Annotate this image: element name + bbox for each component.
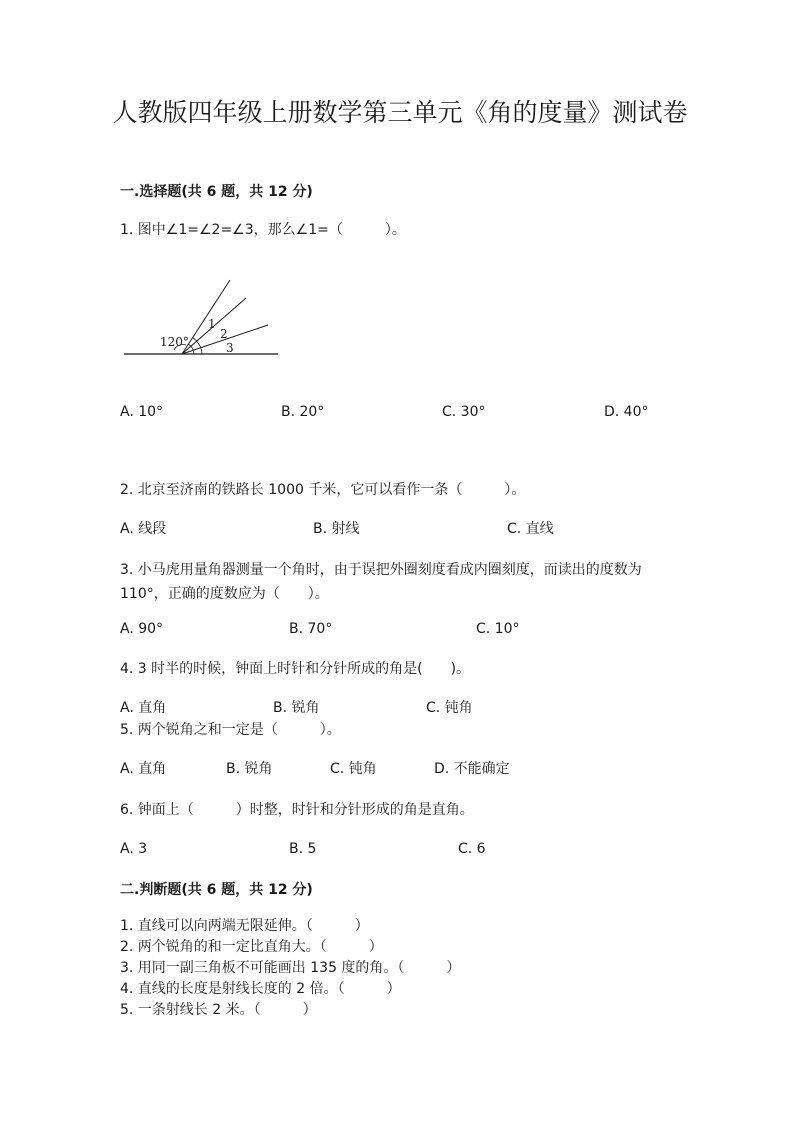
angle-label-3: 3 bbox=[226, 341, 234, 355]
judgement-item-1: 1. 直线可以向两端无限延伸。（ ） bbox=[120, 918, 369, 934]
q3-option-b: B. 70° bbox=[289, 621, 333, 637]
q1-option-d: D. 40° bbox=[604, 404, 649, 420]
question-4: 4. 3 时半的时候，钟面上时针和分针所成的角是( )。 bbox=[120, 661, 471, 677]
question-1: 1. 图中∠1=∠2=∠3，那么∠1=（ ）。 bbox=[120, 222, 406, 238]
judgement-item-5: 5. 一条射线长 2 米。（ ） bbox=[120, 1002, 317, 1018]
q1-option-a: A. 10° bbox=[120, 404, 164, 420]
q3-option-c: C. 10° bbox=[476, 621, 520, 637]
q5-option-d: D. 不能确定 bbox=[434, 761, 510, 777]
judgement-item-4: 4. 直线的长度是射线长度的 2 倍。（ ） bbox=[120, 981, 401, 997]
q5-option-b: B. 锐角 bbox=[226, 761, 273, 777]
page-title: 人教版四年级上册数学第三单元《角的度量》测试卷 bbox=[112, 98, 688, 127]
question-5: 5. 两个锐角之和一定是（ ）。 bbox=[120, 722, 341, 738]
q6-option-c: C. 6 bbox=[458, 841, 486, 857]
q6-option-a: A. 3 bbox=[120, 841, 148, 857]
judgement-item-3: 3. 用同一副三角板不可能画出 135 度的角。（ ） bbox=[120, 960, 461, 976]
angle-figure bbox=[120, 278, 290, 368]
q4-option-b: B. 锐角 bbox=[273, 700, 320, 716]
question-2: 2. 北京至济南的铁路长 1000 千米，它可以看作一条（ ）。 bbox=[120, 482, 526, 498]
q5-option-a: A. 直角 bbox=[120, 761, 167, 777]
angle-label-2: 2 bbox=[220, 327, 228, 341]
q3-option-a: A. 90° bbox=[120, 621, 164, 637]
ray-1 bbox=[182, 280, 230, 354]
question-6: 6. 钟面上（ ）时整，时针和分针形成的角是直角。 bbox=[120, 802, 474, 818]
q1-option-b: B. 20° bbox=[281, 404, 325, 420]
q6-option-b: B. 5 bbox=[289, 841, 317, 857]
question-3: 3. 小马虎用量角器测量一个角时，由于误把外圈刻度看成内圈刻度，而读出的度数为 110°，正确的度数应为（ ）。 bbox=[120, 562, 642, 602]
section-heading-choice: 一.选择题(共 6 题，共 12 分) bbox=[120, 184, 313, 200]
section-heading-judgement: 二.判断题(共 6 题，共 12 分) bbox=[120, 882, 313, 898]
q4-option-c: C. 钝角 bbox=[426, 700, 473, 716]
q4-option-a: A. 直角 bbox=[120, 700, 167, 716]
q2-option-a: A. 线段 bbox=[120, 521, 167, 537]
angle-label-1: 1 bbox=[208, 317, 216, 331]
q2-option-c: C. 直线 bbox=[507, 521, 554, 537]
judgement-item-2: 2. 两个锐角的和一定比直角大。（ ） bbox=[120, 939, 383, 955]
q5-option-c: C. 钝角 bbox=[330, 761, 377, 777]
q2-option-b: B. 射线 bbox=[313, 521, 360, 537]
angle-label-120: 120° bbox=[160, 335, 189, 349]
q1-option-c: C. 30° bbox=[442, 404, 486, 420]
